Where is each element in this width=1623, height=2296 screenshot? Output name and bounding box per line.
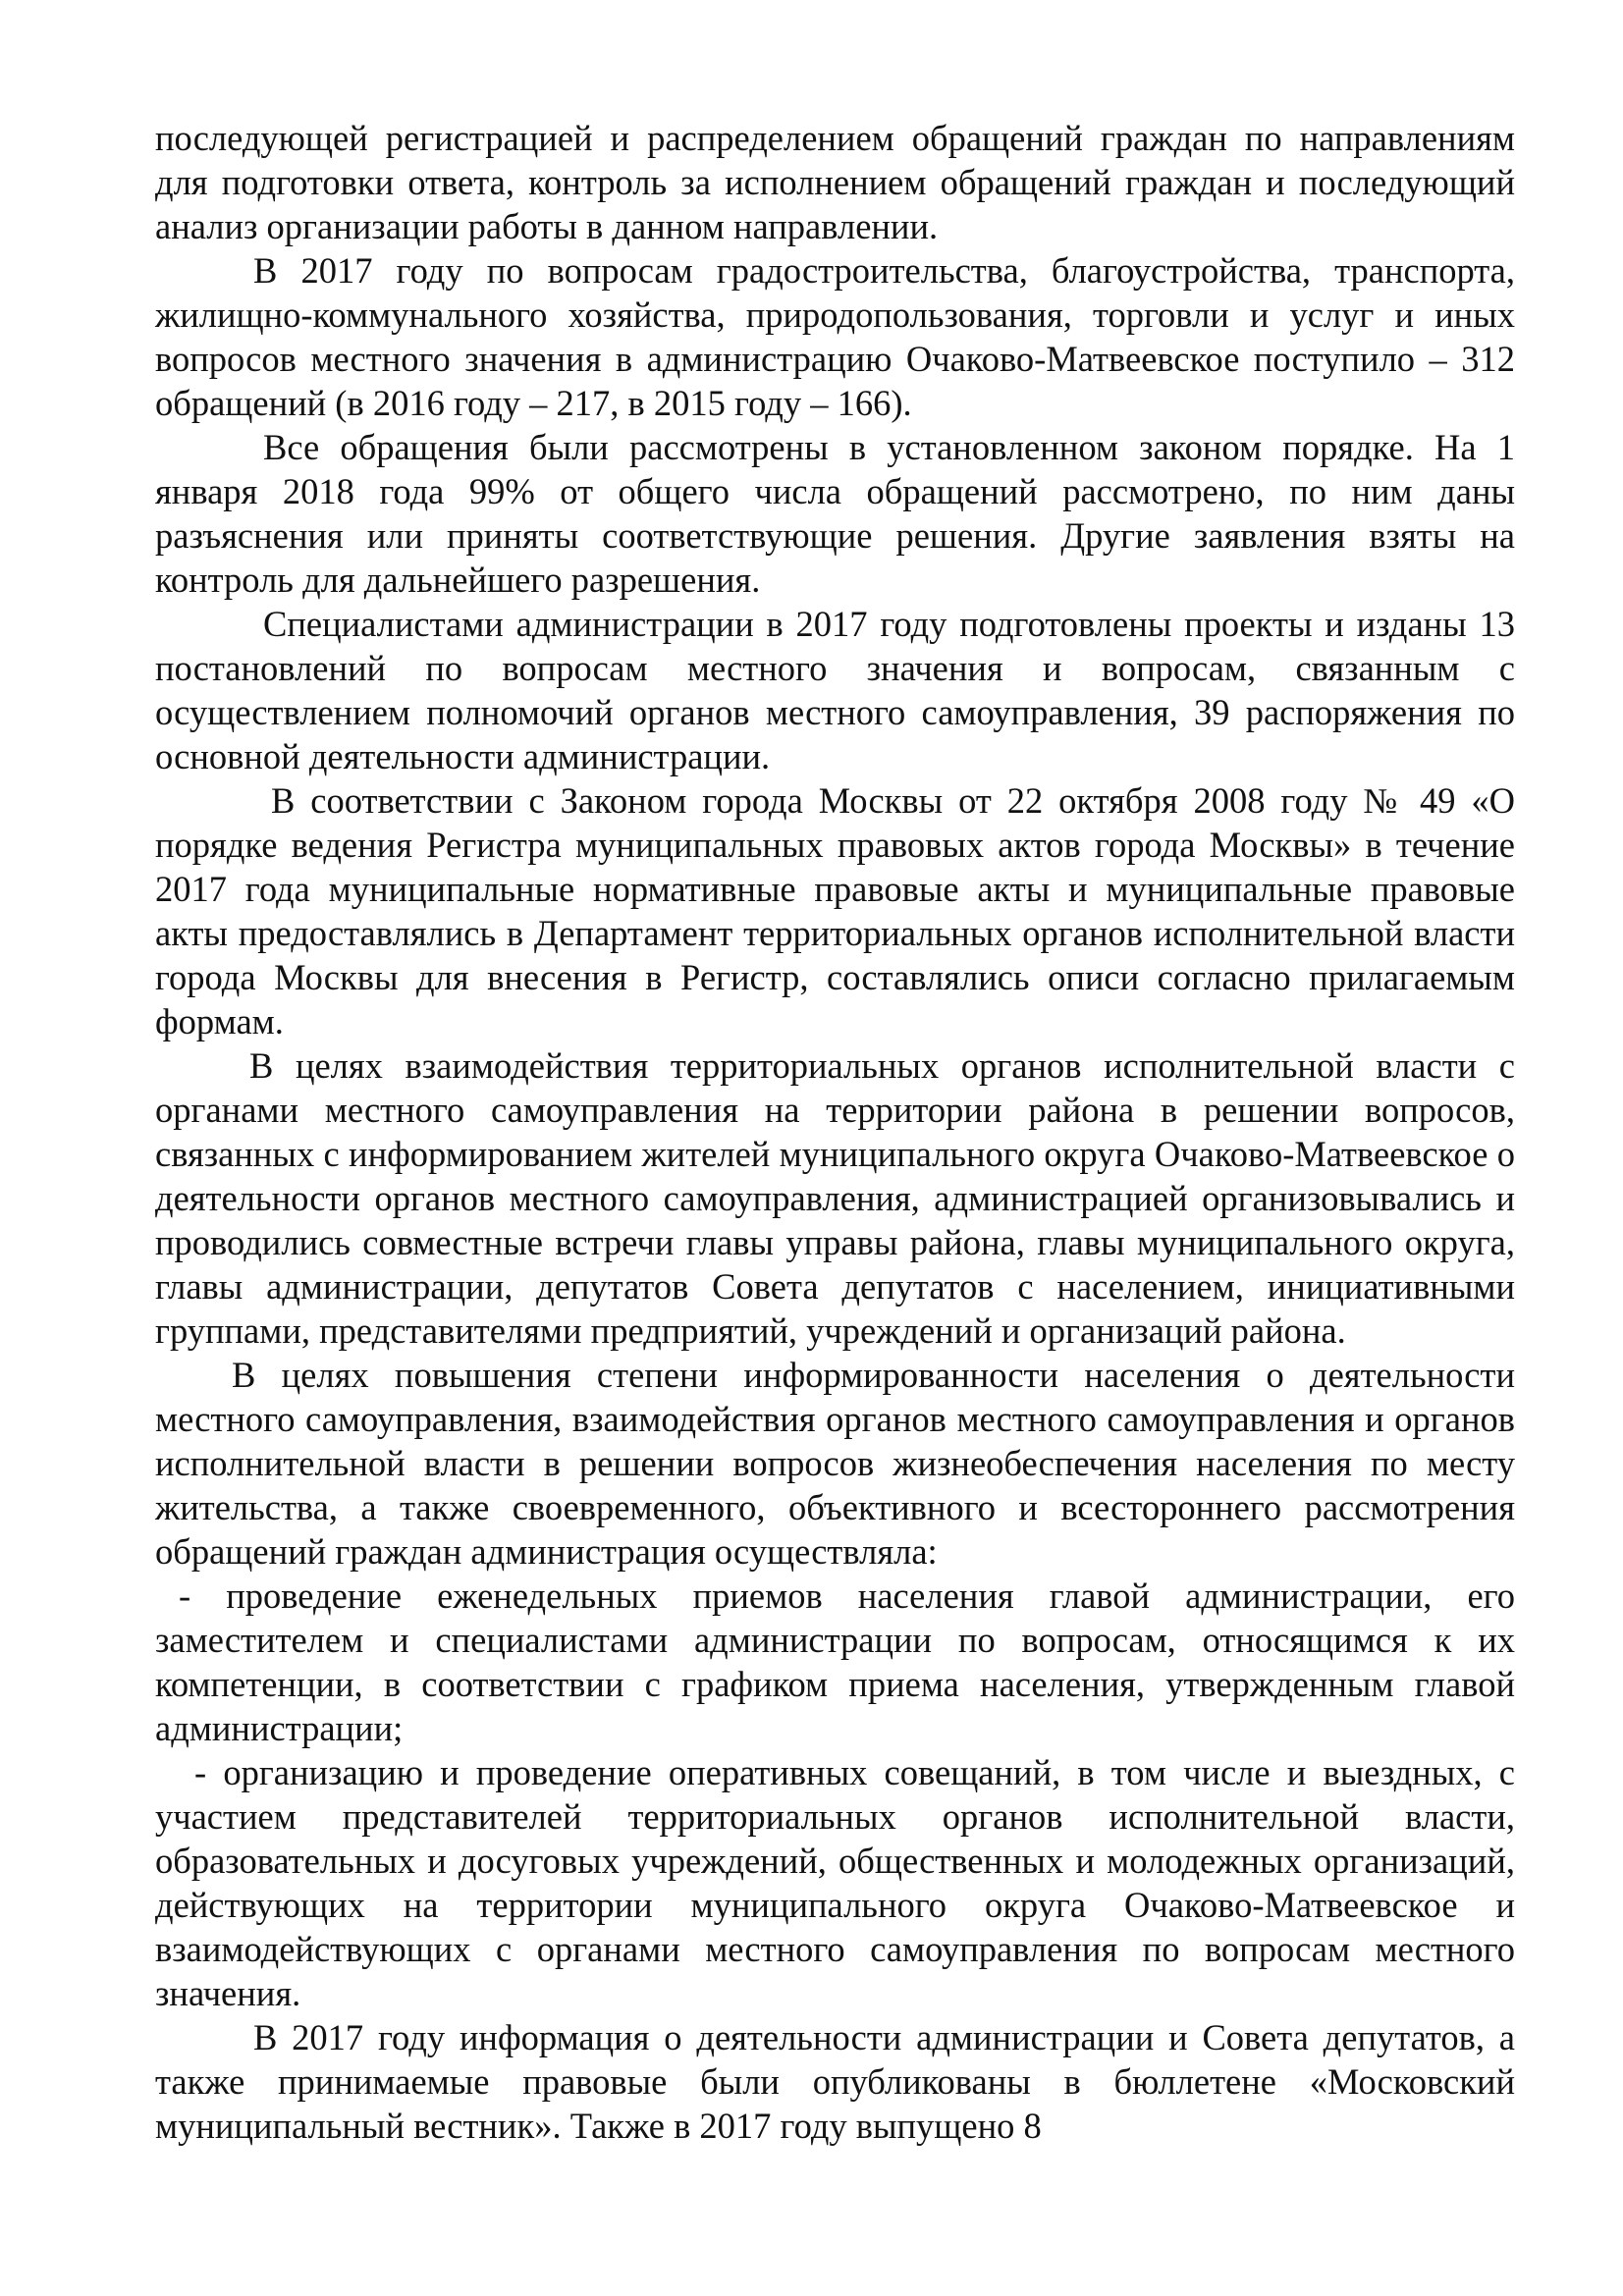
paragraph-6: В целях взаимодействия территориальных органов исполнительной власти с органами местного самоуправления на территории района в решении вопросов, связанных с информированием жителей муниципального округа Очаково-Матвеевское о деятельности органов местного самоуправления, администрацией организовывались и проводились совместные встречи главы управы района, главы муниципального округа, главы администрации, депутатов Совета депутатов с населением, инициативными группами, представителями предприятий, учреждений и организаций района. <box>155 1045 1515 1351</box>
paragraph-1: последующей регистрацией и распределением обращений граждан по направлениям для подготовки ответа, контроль за исполнением обращений граждан и последующий анализ организации работы в данном направлении. <box>155 118 1515 246</box>
document-page <box>155 116 1515 2148</box>
paragraph-9: - организацию и проведение оперативных совещаний, в том числе и выездных, с участием представителей территориальных органов исполнительной власти, образовательных и досуговых учреждений, общественных и молодежных организаций, действующих на территории муниципального округа Очаково-Матвеевское и взаимодействующих с органами местного самоуправления по вопросам местного значения. <box>155 1752 1515 2013</box>
paragraph-4: Специалистами администрации в 2017 году подготовлены проекты и изданы 13 постановлений по вопросам местного значения и вопросам, связанным с осуществлением полномочий органов местного самоуправления, 39 распоряжения по основной деятельности администрации. <box>155 604 1515 776</box>
paragraph-2: В 2017 году по вопросам градостроительства, благоустройства, транспорта, жилищно-коммунального хозяйства, природопользования, торговли и услуг и иных вопросов местного значения в администрацию Очаково-Матвеевское поступило – 312 обращений (в 2016 году – 217, в 2015 году – 166). <box>155 250 1515 423</box>
paragraph-3: Все обращения были рассмотрены в установленном законом порядке. На 1 января 2018 года 99% от общего числа обращений рассмотрено, по ним даны разъяснения или приняты соответствующие решения. Другие заявления взяты на контроль для дальнейшего разрешения. <box>155 427 1515 600</box>
paragraph-5: В соответствии с Законом города Москвы от 22 октября 2008 году № 49 «О порядке ведения Регистра муниципальных правовых актов города Москвы» в течение 2017 года муниципальные нормативные правовые акты и муниципальные правовые акты предоставлялись в Департамент территориальных органов исполнительной власти города Москвы для внесения в Регистр, составлялись описи согласно прилагаемым формам. <box>155 780 1515 1041</box>
paragraph-7: В целях повышения степени информированности населения о деятельности местного самоуправления, взаимодействия органов местного самоуправления и органов исполнительной власти в решении вопросов жизнеобеспечения населения по месту жительства, а также своевременного, объективного и всестороннего рассмотрения обращений граждан администрация осуществляла: <box>155 1355 1515 1572</box>
paragraph-10: В 2017 году информация о деятельности администрации и Совета депутатов, а также принимаемые правовые были опубликованы в бюллетене «Московский муниципальный вестник». Также в 2017 году выпущено 8 <box>155 2017 1515 2146</box>
paragraph-8: - проведение еженедельных приемов населения главой администрации, его заместителем и специалистами администрации по вопросам, относящимся к их компетенции, в соответствии с графиком приема населения, утвержденным главой администрации; <box>155 1575 1515 1748</box>
